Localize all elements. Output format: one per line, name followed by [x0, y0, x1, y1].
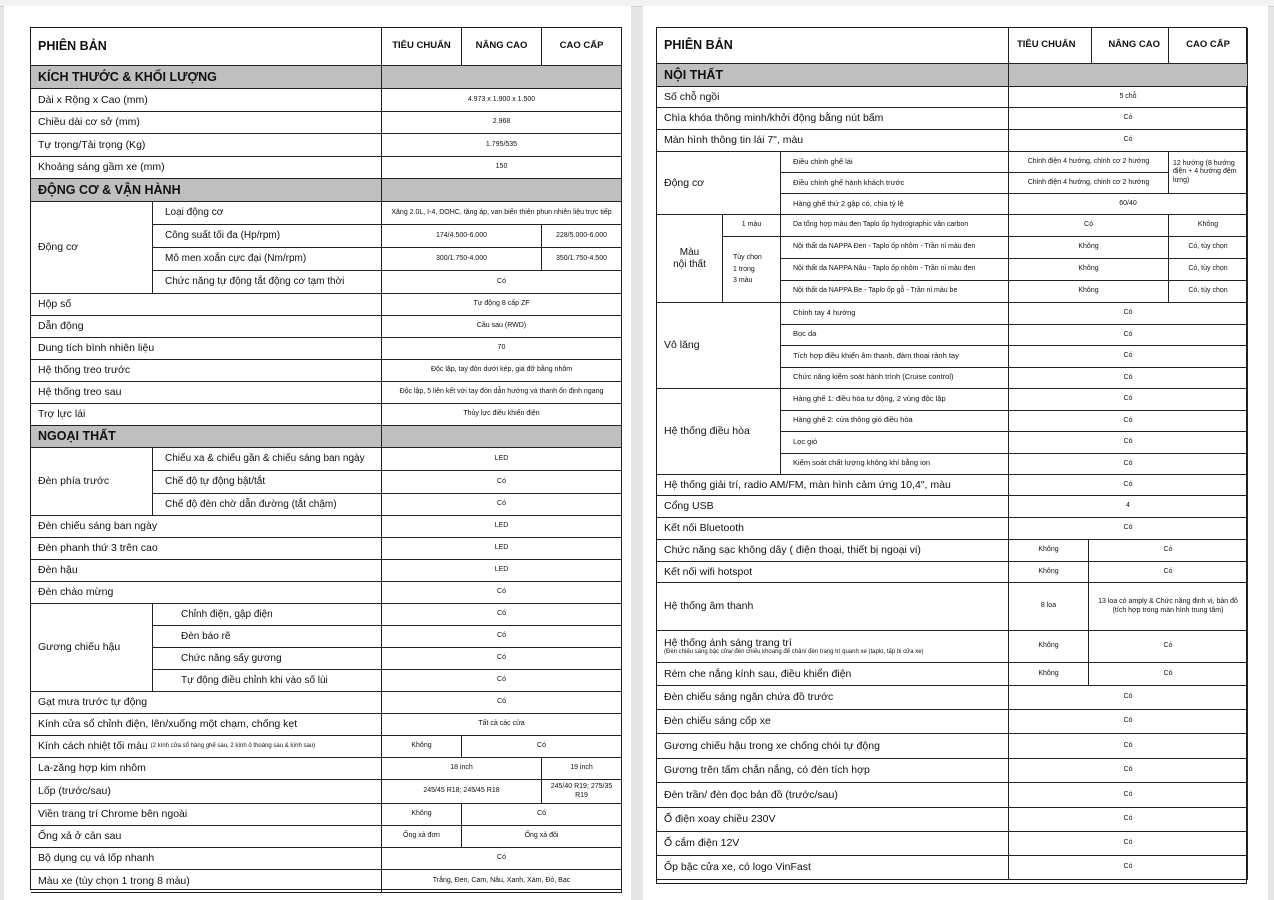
spec-label-text: Hệ thống ánh sáng trang trí [664, 637, 792, 650]
spec-value: Có [1009, 346, 1248, 368]
spec-value: 245/40 R19; 275/35 R19 [542, 780, 622, 804]
spec-value: 8 loa [1009, 583, 1089, 631]
wheel-group-label: Vô lăng [657, 303, 781, 389]
spec-value: Có [1009, 130, 1248, 152]
spec-label: Màu xe (tùy chọn 1 trong 8 màu) [31, 870, 382, 893]
spec-value: Tự động 8 cấp ZF [382, 294, 622, 316]
spec-value: Có [1009, 303, 1248, 325]
std-adv-header [1009, 28, 1169, 64]
version-header: PHIÊN BẢN [657, 28, 1009, 64]
spec-value: Có [1009, 710, 1248, 734]
adv-header: NÂNG CAO [462, 28, 542, 66]
spec-value: LED [382, 516, 622, 538]
spec-value: Độc lập, tay đòn dưới kép, giá đỡ bằng nhôm [382, 360, 622, 382]
spec-label: Bọc da [781, 325, 1009, 347]
split-value-row [1009, 583, 1248, 631]
spec-label: Dài x Rộng x Cao (mm) [31, 89, 382, 112]
spec-label: Công suất tối đa (Hp/rpm) [153, 225, 382, 248]
spec-value: 70 [382, 338, 622, 360]
spec-label: Điều chỉnh ghế hành khách trước [781, 173, 1009, 194]
spec-label: Cổng USB [657, 496, 1009, 518]
spec-value: Không [1169, 215, 1248, 237]
spec-value: Có [1009, 454, 1248, 476]
spec-label: Chức năng sạc không dây ( điện thoại, thiết bị ngoại vi) [657, 540, 1009, 562]
spec-value: Chỉnh điện 4 hướng, chỉnh cơ 2 hướng [1009, 173, 1169, 194]
spec-label: Hộp số [31, 294, 382, 316]
spec-label: Trợ lực lái [31, 404, 382, 426]
color-choose-label: Tùy chọn 1 trong 3 màu [723, 237, 781, 303]
spec-label: Chìa khóa thông minh/khởi động bằng nút bấm [657, 108, 1009, 130]
left-spec-page [4, 6, 631, 900]
spec-label [31, 736, 382, 758]
spec-value: Có, tùy chọn [1169, 281, 1248, 303]
spec-label: Nội thất da NAPPA Be - Taplo ốp gỗ - Trần nỉ màu be [781, 281, 1009, 303]
spec-label: Da tổng hợp màu đen Taplo ốp hydrographic vân carbon [781, 215, 1009, 237]
spec-value: Có [462, 736, 622, 758]
spec-label [657, 631, 1009, 663]
spec-label: Dung tích bình nhiên liệu [31, 338, 382, 360]
spec-value: Có [1009, 475, 1248, 496]
spec-label: Rèm che nắng kính sau, điều khiển điện [657, 663, 1009, 686]
spec-label: La-zăng hợp kim nhôm [31, 758, 382, 780]
seat-group-label: Động cơ [657, 152, 781, 215]
spec-value: LED [382, 538, 622, 560]
spec-value: Có [1009, 411, 1248, 433]
spec-value: Không [1009, 259, 1169, 281]
spec-label: Hàng ghế thứ 2 gập có, chia tỷ lệ [781, 194, 1009, 215]
spec-value: 4.973 x 1.900 x 1.500 [382, 89, 622, 112]
spec-label: Đèn báo rẽ [153, 626, 382, 648]
spec-value: 2.968 [382, 112, 622, 135]
spec-label: Chỉnh tay 4 hướng [781, 303, 1009, 325]
spec-value: Có [1009, 108, 1248, 130]
color-one-label: 1 màu [723, 215, 781, 237]
spec-label: Bộ dụng cụ vá lốp nhanh [31, 848, 382, 870]
spec-value: Có [1009, 856, 1248, 880]
spec-value: Có [1009, 734, 1248, 759]
spec-value: 300/1.750-4.000 [382, 248, 542, 271]
spec-value: Không [382, 804, 462, 826]
spec-value: Có [382, 471, 622, 494]
section-engine: ĐỘNG CƠ & VẬN HÀNH [31, 179, 382, 202]
spec-label: Hệ thống treo trước [31, 360, 382, 382]
spec-value: LED [382, 560, 622, 582]
std-header: TIÊU CHUẨN [382, 28, 462, 66]
spec-value: 245/45 R18; 245/45 R18 [382, 780, 542, 804]
right-spec-page [643, 6, 1268, 900]
ac-group-label: Hệ thống điều hòa [657, 389, 781, 475]
spec-value: Có, tùy chọn [1169, 237, 1248, 259]
spec-value: 228/5.000-6.000 [542, 225, 622, 248]
spec-value: Có [382, 494, 622, 516]
spec-value: Tất cả các cửa [382, 714, 622, 736]
spec-value: Có [382, 626, 622, 648]
spec-label: Loại động cơ [153, 202, 382, 225]
spec-label: Hệ thống âm thanh [657, 583, 1009, 631]
spec-label: Hệ thống giải trí, radio AM/FM, màn hình cảm ứng 10,4", màu [657, 475, 1009, 496]
spec-value: 60/40 [1009, 194, 1248, 215]
spec-label: Chỉnh điện, gập điện [153, 604, 382, 626]
headlight-group-label: Đèn phía trước [31, 448, 153, 516]
spec-label: Hệ thống treo sau [31, 382, 382, 404]
spec-label: Màn hình thông tin lái 7", màu [657, 130, 1009, 152]
spec-value: Không [1009, 663, 1089, 686]
spec-label: Đèn chiếu sáng cốp xe [657, 710, 1009, 734]
spec-label: Gương trên tấm chắn nắng, có đèn tích hợp [657, 759, 1009, 783]
spec-label: Tích hợp điều khiển âm thanh, đàm thoại rảnh tay [781, 346, 1009, 368]
spec-value: Có [382, 848, 622, 870]
spec-label: Hàng ghế 1: điều hòa tự động, 2 vùng độc lập [781, 389, 1009, 411]
spec-label: Chế độ đèn chờ dẫn đường (tắt chậm) [153, 494, 382, 516]
spec-label: Nội thất da NAPPA Nâu - Taplo ốp nhôm - Trần nỉ màu đen [781, 259, 1009, 281]
spec-label: Ống xả ở cản sau [31, 826, 382, 848]
spec-value: Có [462, 804, 622, 826]
spec-value: Có [382, 271, 622, 294]
spec-value: Có [1089, 631, 1248, 663]
spec-label: Mô men xoắn cực đại (Nm/rpm) [153, 248, 382, 271]
spec-value: Ống xả đơn [382, 826, 462, 848]
spec-value: Không [1009, 237, 1169, 259]
spec-label: Khoảng sáng gầm xe (mm) [31, 157, 382, 180]
spec-value: Có [1009, 832, 1248, 856]
spec-value: 5 chỗ [1009, 87, 1248, 108]
spec-label: Ốp bậc cửa xe, có logo VinFast [657, 856, 1009, 880]
spec-value: Có [1009, 808, 1248, 832]
version-header: PHIÊN BẢN [31, 28, 382, 66]
split-value-row [1009, 562, 1248, 583]
spec-value: Có [1089, 663, 1248, 686]
section-fill [382, 66, 622, 89]
spec-label: Chế độ tự động bật/tắt [153, 471, 382, 494]
spec-label: Lốp (trước/sau) [31, 780, 382, 804]
spec-label: Đèn trần/ đèn đọc bản đồ (trước/sau) [657, 783, 1009, 808]
spec-label: Điều chỉnh ghế lái [781, 152, 1009, 173]
spec-value: Không [1009, 562, 1089, 583]
spec-value: 4 [1009, 496, 1248, 518]
spec-value: Có, tùy chọn [1169, 259, 1248, 281]
spec-label: Kiểm soát chất lượng không khí bằng ion [781, 454, 1009, 476]
spec-value: Không [1009, 631, 1089, 663]
spec-value: Có [1009, 215, 1169, 237]
spec-label: Nội thất da NAPPA Đen - Taplo ốp nhôm - Trần nỉ màu đen [781, 237, 1009, 259]
spec-value: Trắng, Đen, Cam, Nâu, Xanh, Xám, Đỏ, Bạc [382, 870, 622, 893]
spec-value: 19 inch [542, 758, 622, 780]
spec-value: 13 loa có amply & Chức năng định vị, bản đồ (tích hợp trong màn hình trung tâm) [1089, 583, 1248, 631]
spec-label: Kính cửa sổ chỉnh điện, lên/xuống một chạm, chống kẹt [31, 714, 382, 736]
left-spec-table [30, 27, 622, 890]
section-exterior: NGOẠI THẤT [31, 426, 382, 448]
spec-label: Hàng ghế 2: cửa thông gió điều hòa [781, 411, 1009, 433]
spec-label: Chức năng sấy gương [153, 648, 382, 670]
spec-label: Chiếu xa & chiếu gần & chiếu sáng ban ngày [153, 448, 382, 471]
spec-label-text: Kính cách nhiệt tối màu [38, 740, 148, 753]
spec-value: Có [382, 692, 622, 714]
spec-value: Độc lập, 5 liên kết với tay đòn dẫn hướng và thanh ổn định ngang [382, 382, 622, 404]
spec-label: Đèn hậu [31, 560, 382, 582]
spec-label: Chiều dài cơ sở (mm) [31, 112, 382, 135]
spec-value: Có [1009, 325, 1248, 347]
spec-value: Cầu sau (RWD) [382, 316, 622, 338]
section-fill [1009, 64, 1248, 87]
header-divider [1091, 28, 1092, 63]
spec-label: Chức năng kiểm soát hành trình (Cruise control) [781, 368, 1009, 390]
right-spec-table [656, 27, 1247, 884]
spec-label: Đèn phanh thứ 3 trên cao [31, 538, 382, 560]
spec-label: Ổ cắm điện 12V [657, 832, 1009, 856]
spec-value: Thủy lực điều khiển điện [382, 404, 622, 426]
split-value-row [1009, 663, 1248, 686]
spec-value: Có [1089, 562, 1248, 583]
spec-value: LED [382, 448, 622, 471]
spec-label: Đèn chào mừng [31, 582, 382, 604]
std-header: TIÊU CHUẨN [1016, 39, 1076, 51]
spec-value: Có [1009, 783, 1248, 808]
spec-label: Tự động điều chỉnh khi vào số lùi [153, 670, 382, 692]
spec-label: Kết nối Bluetooth [657, 518, 1009, 540]
adv-header: NÂNG CAO [1108, 39, 1161, 51]
spec-value: 174/4.500-6.000 [382, 225, 542, 248]
mirror-group-label: Gương chiếu hậu [31, 604, 153, 692]
spec-value: Có [1089, 540, 1248, 562]
spec-value: Có [1009, 686, 1248, 710]
spec-value: 350/1.750-4.500 [542, 248, 622, 271]
spec-label: Dẫn động [31, 316, 382, 338]
spec-label: Đèn chiếu sáng ngăn chứa đồ trước [657, 686, 1009, 710]
spec-label: Kết nối wifi hotspot [657, 562, 1009, 583]
spec-label: Ổ điện xoay chiều 230V [657, 808, 1009, 832]
spec-label: Đèn chiếu sáng ban ngày [31, 516, 382, 538]
spec-value: Có [382, 582, 622, 604]
spec-label: Số chỗ ngồi [657, 87, 1009, 108]
spec-label: Tự trọng/Tải trọng (Kg) [31, 134, 382, 157]
prem-header: CAO CẤP [542, 28, 622, 66]
spec-value: 150 [382, 157, 622, 180]
spec-value: Có [1009, 432, 1248, 454]
spec-value: Không [1009, 540, 1089, 562]
spec-value: Không [1009, 281, 1169, 303]
spec-value: Có [1009, 759, 1248, 783]
spec-value: Có [382, 648, 622, 670]
section-fill [382, 426, 622, 448]
spec-label: Gương chiếu hậu trong xe chống chói tự động [657, 734, 1009, 759]
spec-value: Có [1009, 518, 1248, 540]
split-value-row [1009, 631, 1248, 663]
spec-value: Có [382, 670, 622, 692]
spec-value: Chỉnh điện 4 hướng, chỉnh cơ 2 hướng [1009, 152, 1169, 173]
color-group-label: Màu nội thất [657, 215, 723, 303]
spec-value: 12 hướng (8 hướng điện + 4 hướng đệm lưng) [1169, 152, 1248, 194]
spec-value: Xăng 2.0L, I-4, DOHC, tăng áp, van biến thiên phun nhiên liệu trực tiếp [382, 202, 622, 225]
spec-value: Có [1009, 368, 1248, 390]
spec-label: Viền trang trí Chrome bên ngoài [31, 804, 382, 826]
spec-value: Không [382, 736, 462, 758]
spec-label: Lọc gió [781, 432, 1009, 454]
split-value-row [1009, 540, 1248, 562]
spec-label: Gạt mưa trước tự động [31, 692, 382, 714]
spec-value: 1.795/535 [382, 134, 622, 157]
spec-label: Chức năng tự động tắt động cơ tạm thời [153, 271, 382, 294]
spec-label-note: (2 kính cửa sổ hàng ghế sau, 2 kính ô thoáng sau & kính sau) [150, 743, 316, 750]
spec-value: Có [382, 604, 622, 626]
spec-value: 18 inch [382, 758, 542, 780]
prem-header: CAO CẤP [1169, 28, 1248, 64]
section-interior: NỘI THẤT [657, 64, 1009, 87]
spec-label-note: (Đèn chiếu sáng bậc cửa/ đèn chiếu khoang để chân/ đèn trang trí quanh xe (taplo, tấp bi cửa xe) [664, 649, 924, 656]
spec-value: Có [1009, 389, 1248, 411]
spec-value: Ống xả đôi [462, 826, 622, 848]
engine-group-label: Động cơ [31, 202, 153, 294]
section-dimensions: KÍCH THƯỚC & KHỐI LƯỢNG [31, 66, 382, 89]
section-fill [382, 179, 622, 202]
